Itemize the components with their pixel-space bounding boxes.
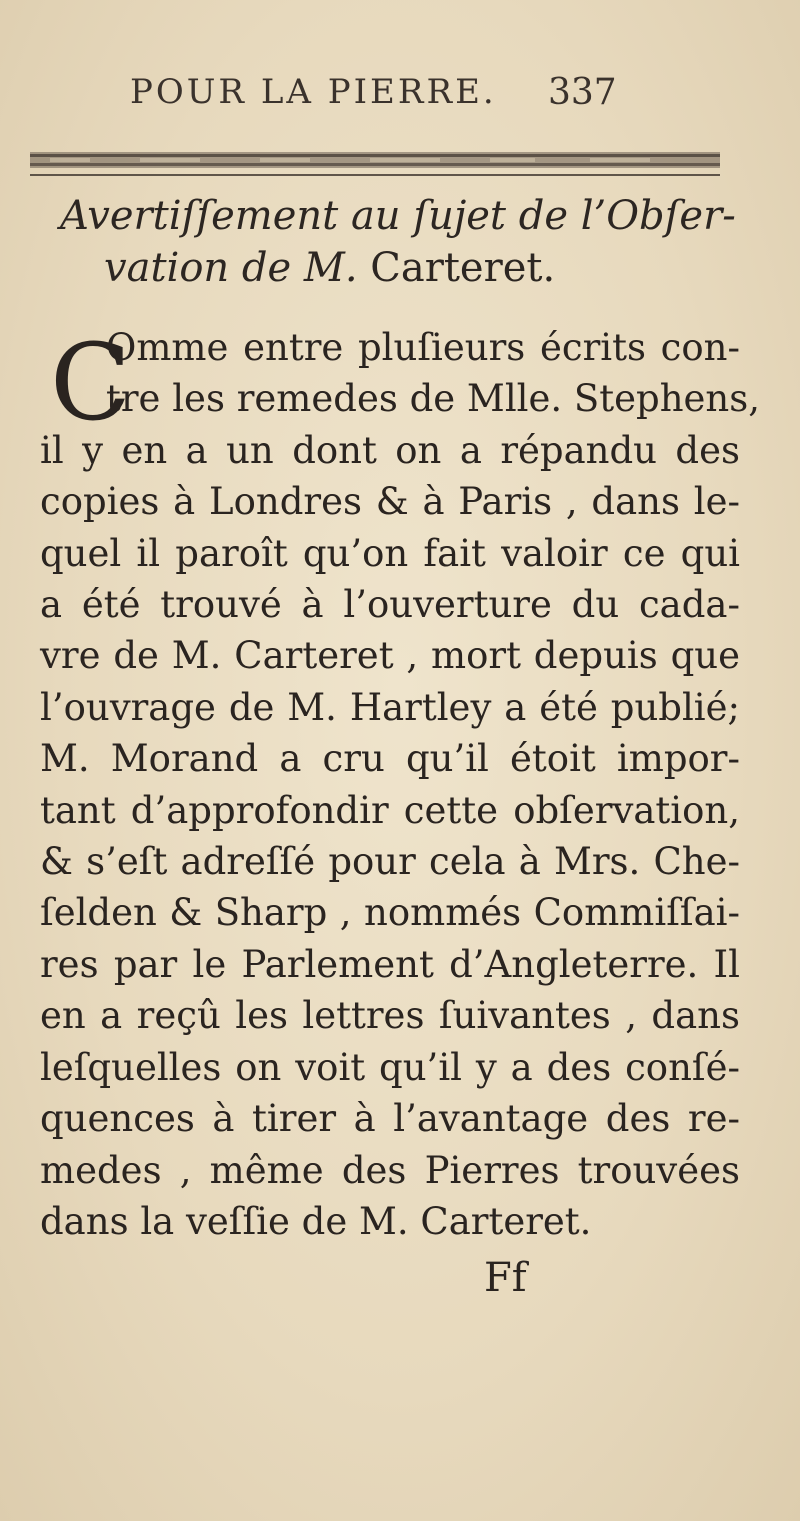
text-line: medes , même des Pierres trouvées	[40, 1148, 740, 1192]
heading-line-2	[60, 242, 750, 294]
heading-line-2-italic: vation de M.	[104, 245, 358, 291]
text-line: l’ouvrage de M. Hartley a été publié;	[40, 685, 740, 729]
body-paragraph	[40, 322, 761, 1247]
running-title: POUR LA PIERRE.	[130, 72, 497, 112]
text-line: ſelden & Sharp , nommés Commiſſai-	[40, 891, 740, 935]
text-line: a été trouvé à l’ouverture du cada-	[40, 583, 740, 627]
page-number: 337	[548, 72, 617, 113]
text-line: vre de M. Carteret , mort depuis que	[40, 634, 740, 678]
text-line: il y en a un dont on a répandu des	[40, 428, 740, 472]
ornament-graphic	[30, 150, 730, 180]
text-line: M. Morand a cru qu’il étoit impor-	[40, 737, 740, 781]
text-line: & s’eſt adreſſé pour cela à Mrs. Che-	[40, 840, 740, 884]
running-head	[120, 72, 640, 122]
text-line: quences à tirer à l’avantage des re-	[40, 1097, 740, 1141]
text-line: leſquelles on voit qu’il y a des conſé-	[40, 1045, 740, 1089]
text-line: en a reçû les lettres ſuivantes , dans	[40, 994, 740, 1038]
text-line: dans la veſſie de M. Carteret.	[40, 1199, 592, 1243]
catchword: Ff	[484, 1255, 527, 1301]
heading-line-1: Avertiſſement au ſujet de l’Obſer-	[60, 193, 736, 239]
ornamental-band	[30, 150, 730, 180]
text-line: res par le Parlement d’Angleterre. Il	[40, 942, 740, 986]
text-line: tre les remedes de Mlle. Stephens,	[106, 377, 761, 421]
drop-cap: C	[50, 321, 132, 444]
text-line: Omme entre pluſieurs écrits con-	[106, 326, 740, 369]
text-line: copies à Londres & à Paris , dans le-	[40, 480, 740, 524]
section-heading	[60, 190, 750, 294]
text-line: tant d’approfondir cette obſervation,	[40, 788, 740, 832]
heading-line-2-name: Carteret.	[370, 245, 556, 291]
text-line: quel il paroît qu’on fait valoir ce qui	[40, 531, 740, 575]
